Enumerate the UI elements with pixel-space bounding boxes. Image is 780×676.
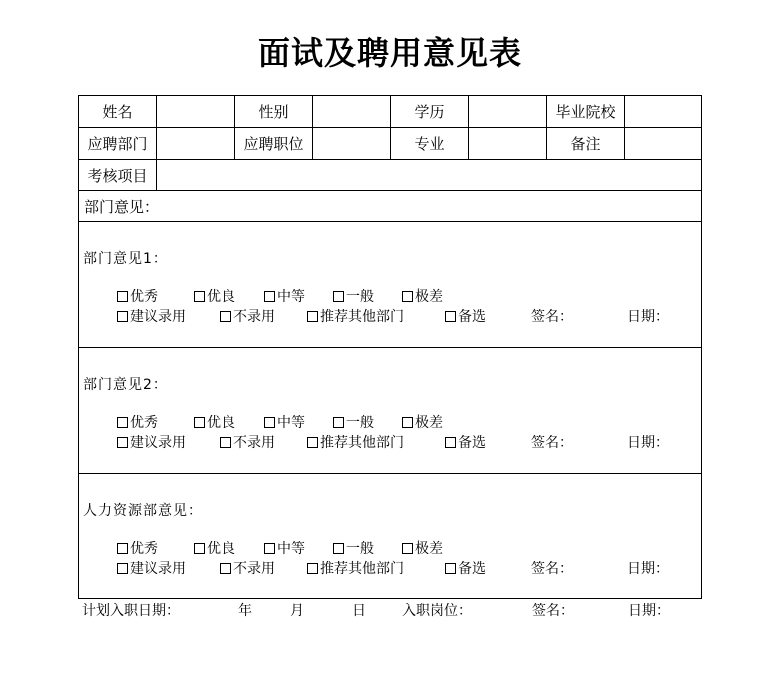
decision-other-dept[interactable]: 推荐其他部门 xyxy=(307,432,404,452)
checkbox-icon[interactable] xyxy=(264,291,275,302)
checkbox-icon[interactable] xyxy=(117,417,128,428)
rating-fair[interactable]: 一般 xyxy=(333,286,374,306)
label-assessment: 考核项目 xyxy=(79,160,157,190)
entry-position-label: 入职岗位： xyxy=(402,603,472,619)
checkbox-icon[interactable] xyxy=(117,437,128,448)
rating-poor[interactable]: 极差 xyxy=(402,286,443,306)
name-field[interactable] xyxy=(157,96,235,127)
opinion-section-1 xyxy=(79,222,701,348)
sign-label: 签名： xyxy=(531,435,573,451)
label-remarks: 备注 xyxy=(547,128,625,159)
checkbox-icon[interactable] xyxy=(264,417,275,428)
label-gender: 性别 xyxy=(235,96,313,127)
label-school: 毕业院校 xyxy=(547,96,625,127)
date-label: 日期： xyxy=(627,435,669,451)
rating-average[interactable]: 中等 xyxy=(264,286,305,306)
opinion-section-hr xyxy=(79,474,701,598)
section-title: 人力资源部意见： xyxy=(83,503,203,519)
date-label: 日期： xyxy=(627,309,669,325)
section-title: 部门意见2： xyxy=(83,377,168,393)
rating-good[interactable]: 优良 xyxy=(194,412,235,432)
rating-fair[interactable]: 一般 xyxy=(333,412,374,432)
checkbox-icon[interactable] xyxy=(194,543,205,554)
rating-excellent[interactable]: 优秀 xyxy=(117,286,158,306)
label-department: 应聘部门 xyxy=(79,128,157,159)
decision-alternate[interactable]: 备选 xyxy=(445,432,486,452)
year-label: 年 xyxy=(238,603,252,619)
label-major: 专业 xyxy=(391,128,469,159)
dept-opinion-header: 部门意见： xyxy=(84,197,160,216)
checkbox-icon[interactable] xyxy=(307,311,318,322)
checkbox-icon[interactable] xyxy=(264,543,275,554)
checkbox-icon[interactable] xyxy=(333,543,344,554)
checkbox-icon[interactable] xyxy=(445,311,456,322)
decision-alternate[interactable]: 备选 xyxy=(445,306,486,326)
checkbox-icon[interactable] xyxy=(117,291,128,302)
checkbox-icon[interactable] xyxy=(220,563,231,574)
checkbox-icon[interactable] xyxy=(194,417,205,428)
checkbox-icon[interactable] xyxy=(117,563,128,574)
decision-other-dept[interactable]: 推荐其他部门 xyxy=(307,558,404,578)
checkbox-icon[interactable] xyxy=(333,417,344,428)
label-name: 姓名 xyxy=(79,96,157,127)
decision-other-dept[interactable]: 推荐其他部门 xyxy=(307,306,404,326)
checkbox-icon[interactable] xyxy=(307,563,318,574)
decision-reject[interactable]: 不录用 xyxy=(220,306,275,326)
remarks-field[interactable] xyxy=(625,128,703,159)
rating-excellent[interactable]: 优秀 xyxy=(117,412,158,432)
decision-hire[interactable]: 建议录用 xyxy=(117,306,186,326)
checkbox-icon[interactable] xyxy=(402,417,413,428)
sign-label: 签名： xyxy=(531,309,573,325)
decision-hire[interactable]: 建议录用 xyxy=(117,432,186,452)
rating-poor[interactable]: 极差 xyxy=(402,538,443,558)
rating-excellent[interactable]: 优秀 xyxy=(117,538,158,558)
interview-form xyxy=(78,95,702,599)
checkbox-icon[interactable] xyxy=(194,291,205,302)
label-position: 应聘职位 xyxy=(235,128,313,159)
month-label: 月 xyxy=(290,603,304,619)
info-row-1 xyxy=(79,96,701,128)
checkbox-icon[interactable] xyxy=(402,543,413,554)
rating-poor[interactable]: 极差 xyxy=(402,412,443,432)
checkbox-icon[interactable] xyxy=(117,543,128,554)
gender-field[interactable] xyxy=(313,96,391,127)
position-field[interactable] xyxy=(313,128,391,159)
rating-good[interactable]: 优良 xyxy=(194,538,235,558)
day-label: 日 xyxy=(352,603,366,619)
footer-sign-label: 签名： xyxy=(532,603,574,619)
checkbox-icon[interactable] xyxy=(307,437,318,448)
checkbox-icon[interactable] xyxy=(220,437,231,448)
rating-average[interactable]: 中等 xyxy=(264,538,305,558)
plan-date-label: 计划入职日期： xyxy=(82,603,180,619)
checkbox-icon[interactable] xyxy=(402,291,413,302)
checkbox-icon[interactable] xyxy=(445,563,456,574)
section-title: 部门意见1： xyxy=(83,251,168,267)
rating-fair[interactable]: 一般 xyxy=(333,538,374,558)
rating-good[interactable]: 优良 xyxy=(194,286,235,306)
checkbox-icon[interactable] xyxy=(445,437,456,448)
date-label: 日期： xyxy=(627,561,669,577)
checkbox-icon[interactable] xyxy=(333,291,344,302)
department-field[interactable] xyxy=(157,128,235,159)
education-field[interactable] xyxy=(469,96,547,127)
info-row-3 xyxy=(79,160,701,191)
decision-alternate[interactable]: 备选 xyxy=(445,558,486,578)
decision-reject[interactable]: 不录用 xyxy=(220,432,275,452)
checkbox-icon[interactable] xyxy=(220,311,231,322)
sign-label: 签名： xyxy=(531,561,573,577)
dept-opinion-header-row xyxy=(79,191,701,222)
label-education: 学历 xyxy=(391,96,469,127)
decision-hire[interactable]: 建议录用 xyxy=(117,558,186,578)
decision-reject[interactable]: 不录用 xyxy=(220,558,275,578)
major-field[interactable] xyxy=(469,128,547,159)
rating-average[interactable]: 中等 xyxy=(264,412,305,432)
checkbox-icon[interactable] xyxy=(117,311,128,322)
form-title: 面试及聘用意见表 xyxy=(257,34,522,72)
school-field[interactable] xyxy=(625,96,703,127)
assessment-field[interactable] xyxy=(157,160,703,190)
footer-date-label: 日期： xyxy=(628,603,670,619)
info-row-2 xyxy=(79,128,701,160)
opinion-section-2 xyxy=(79,348,701,474)
